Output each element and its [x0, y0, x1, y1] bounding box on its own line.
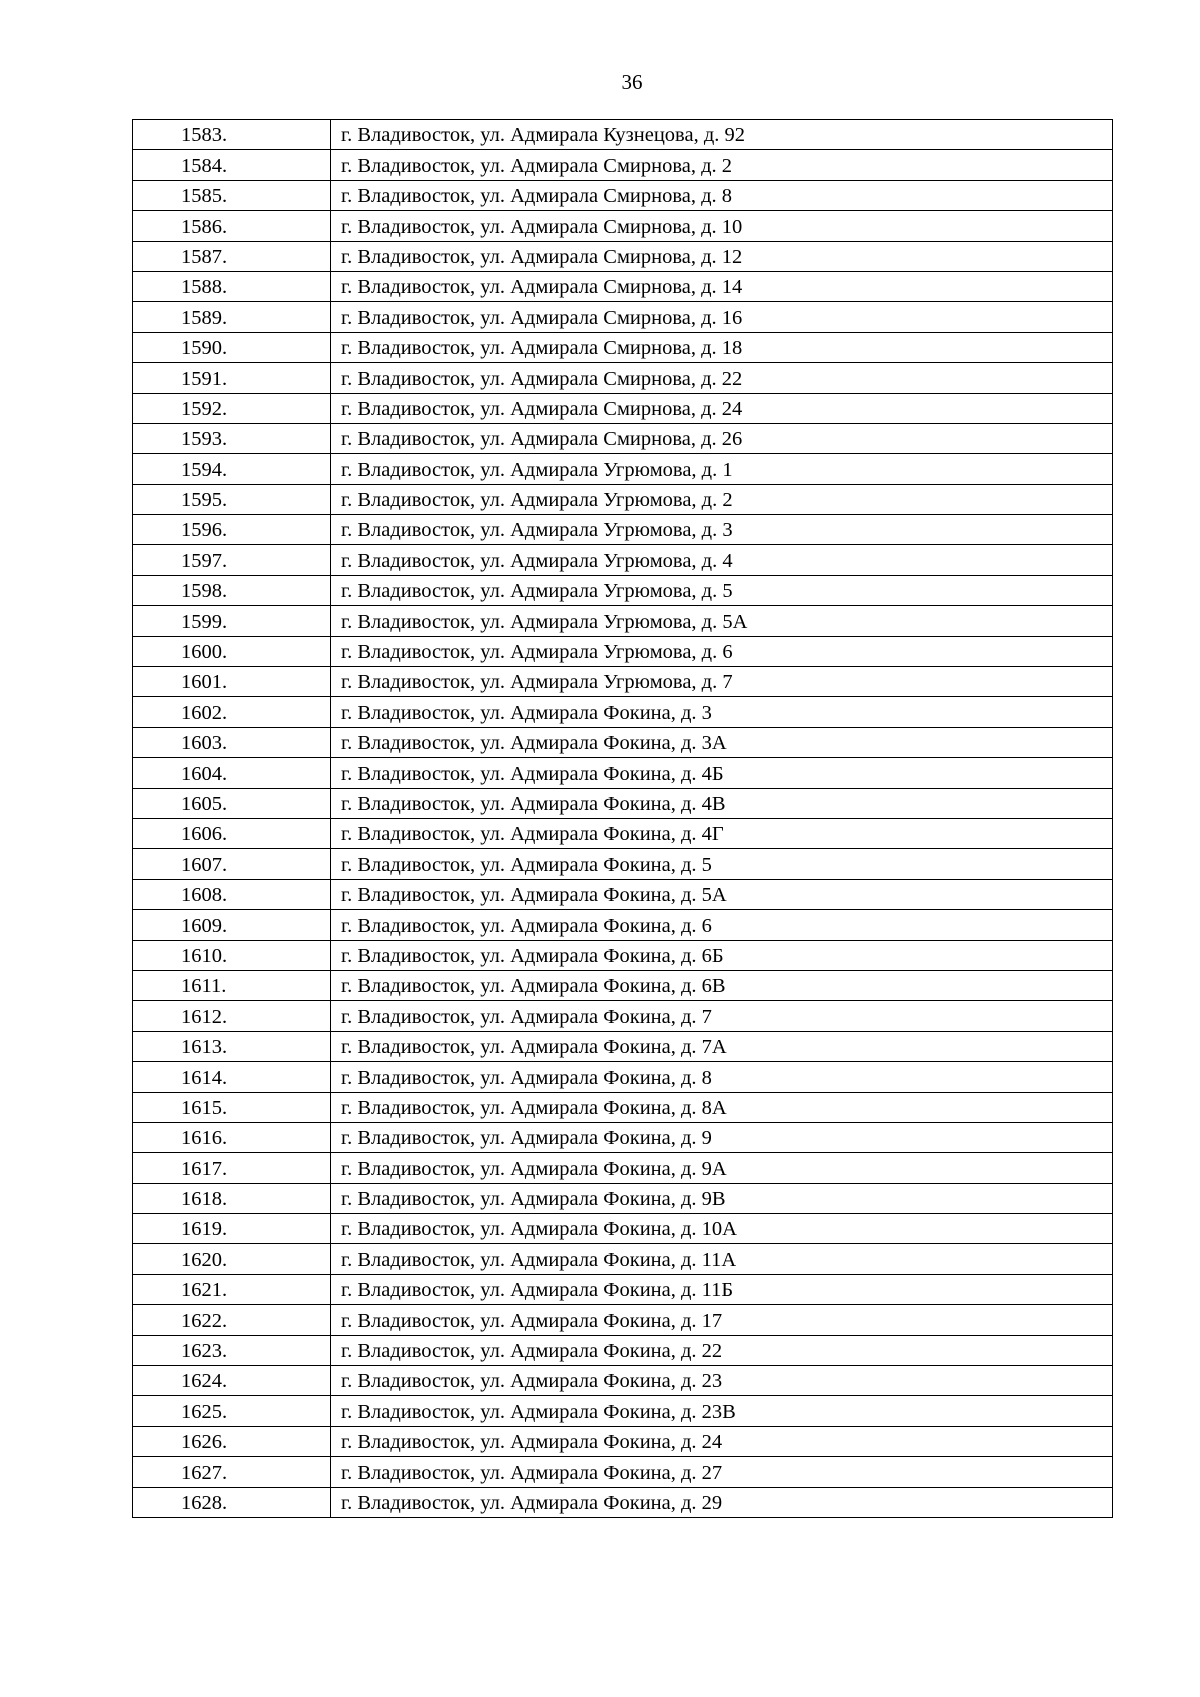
address-cell: г. Владивосток, ул. Адмирала Фокина, д. 9А	[331, 1153, 1113, 1183]
address-cell: г. Владивосток, ул. Адмирала Угрюмова, д. 6	[331, 636, 1113, 666]
row-number-cell: 1625.	[133, 1396, 331, 1426]
table-row	[133, 849, 1113, 879]
table-row	[133, 150, 1113, 180]
table-row	[133, 1153, 1113, 1183]
address-cell: г. Владивосток, ул. Адмирала Фокина, д. 4Г	[331, 818, 1113, 848]
row-number-cell: 1609.	[133, 910, 331, 940]
address-cell: г. Владивосток, ул. Адмирала Угрюмова, д. 5А	[331, 606, 1113, 636]
row-number-cell: 1621.	[133, 1274, 331, 1304]
address-cell: г. Владивосток, ул. Адмирала Смирнова, д. 8	[331, 180, 1113, 210]
row-number-cell: 1605.	[133, 788, 331, 818]
row-number-cell: 1603.	[133, 727, 331, 757]
row-number-cell: 1588.	[133, 271, 331, 301]
table-row	[133, 332, 1113, 362]
row-number-cell: 1594.	[133, 454, 331, 484]
address-cell: г. Владивосток, ул. Адмирала Кузнецова, д. 92	[331, 120, 1113, 150]
table-row	[133, 970, 1113, 1000]
table-row	[133, 879, 1113, 909]
address-cell: г. Владивосток, ул. Адмирала Угрюмова, д. 7	[331, 667, 1113, 697]
address-cell: г. Владивосток, ул. Адмирала Смирнова, д. 26	[331, 423, 1113, 453]
address-cell: г. Владивосток, ул. Адмирала Фокина, д. 8	[331, 1062, 1113, 1092]
address-cell: г. Владивосток, ул. Адмирала Смирнова, д. 16	[331, 302, 1113, 332]
row-number-cell: 1590.	[133, 332, 331, 362]
address-cell: г. Владивосток, ул. Адмирала Фокина, д. 5	[331, 849, 1113, 879]
row-number-cell: 1586.	[133, 211, 331, 241]
address-cell: г. Владивосток, ул. Адмирала Угрюмова, д. 5	[331, 575, 1113, 605]
table-row	[133, 180, 1113, 210]
row-number-cell: 1622.	[133, 1305, 331, 1335]
row-number-cell: 1592.	[133, 393, 331, 423]
table-row	[133, 120, 1113, 150]
address-cell: г. Владивосток, ул. Адмирала Фокина, д. 3А	[331, 727, 1113, 757]
row-number-cell: 1623.	[133, 1335, 331, 1365]
address-cell: г. Владивосток, ул. Адмирала Угрюмова, д. 2	[331, 484, 1113, 514]
address-cell: г. Владивосток, ул. Адмирала Фокина, д. 6В	[331, 970, 1113, 1000]
table-row	[133, 1214, 1113, 1244]
row-number-cell: 1604.	[133, 758, 331, 788]
table-row	[133, 758, 1113, 788]
row-number-cell: 1595.	[133, 484, 331, 514]
table-row	[133, 484, 1113, 514]
address-cell: г. Владивосток, ул. Адмирала Фокина, д. 4В	[331, 788, 1113, 818]
address-cell: г. Владивосток, ул. Адмирала Фокина, д. 27	[331, 1457, 1113, 1487]
table-row	[133, 1031, 1113, 1061]
address-cell: г. Владивосток, ул. Адмирала Смирнова, д. 18	[331, 332, 1113, 362]
table-row	[133, 697, 1113, 727]
row-number-cell: 1587.	[133, 241, 331, 271]
row-number-cell: 1617.	[133, 1153, 331, 1183]
row-number-cell: 1602.	[133, 697, 331, 727]
address-cell: г. Владивосток, ул. Адмирала Фокина, д. 7А	[331, 1031, 1113, 1061]
address-cell: г. Владивосток, ул. Адмирала Фокина, д. 3	[331, 697, 1113, 727]
address-cell: г. Владивосток, ул. Адмирала Фокина, д. 11Б	[331, 1274, 1113, 1304]
address-cell: г. Владивосток, ул. Адмирала Фокина, д. 24	[331, 1426, 1113, 1456]
address-cell: г. Владивосток, ул. Адмирала Угрюмова, д. 4	[331, 545, 1113, 575]
address-cell: г. Владивосток, ул. Адмирала Фокина, д. 23В	[331, 1396, 1113, 1426]
table-row	[133, 1122, 1113, 1152]
table-row	[133, 1305, 1113, 1335]
address-cell: г. Владивосток, ул. Адмирала Фокина, д. 10А	[331, 1214, 1113, 1244]
table-row	[133, 515, 1113, 545]
address-cell: г. Владивосток, ул. Адмирала Угрюмова, д. 3	[331, 515, 1113, 545]
address-cell: г. Владивосток, ул. Адмирала Фокина, д. 11А	[331, 1244, 1113, 1274]
row-number-cell: 1624.	[133, 1366, 331, 1396]
table-row	[133, 454, 1113, 484]
address-cell: г. Владивосток, ул. Адмирала Фокина, д. 9В	[331, 1183, 1113, 1213]
row-number-cell: 1620.	[133, 1244, 331, 1274]
table-row	[133, 1426, 1113, 1456]
address-cell: г. Владивосток, ул. Адмирала Смирнова, д. 14	[331, 271, 1113, 301]
table-row	[133, 1274, 1113, 1304]
row-number-cell: 1614.	[133, 1062, 331, 1092]
table-row	[133, 575, 1113, 605]
address-cell: г. Владивосток, ул. Адмирала Фокина, д. 4Б	[331, 758, 1113, 788]
table-row	[133, 1183, 1113, 1213]
table-row	[133, 211, 1113, 241]
row-number-cell: 1610.	[133, 940, 331, 970]
table-row	[133, 363, 1113, 393]
row-number-cell: 1589.	[133, 302, 331, 332]
address-cell: г. Владивосток, ул. Адмирала Фокина, д. 5А	[331, 879, 1113, 909]
row-number-cell: 1612.	[133, 1001, 331, 1031]
address-cell: г. Владивосток, ул. Адмирала Фокина, д. 29	[331, 1487, 1113, 1517]
address-cell: г. Владивосток, ул. Адмирала Смирнова, д. 12	[331, 241, 1113, 271]
row-number-cell: 1599.	[133, 606, 331, 636]
address-cell: г. Владивосток, ул. Адмирала Фокина, д. 6Б	[331, 940, 1113, 970]
row-number-cell: 1596.	[133, 515, 331, 545]
table-row	[133, 1244, 1113, 1274]
row-number-cell: 1606.	[133, 818, 331, 848]
row-number-cell: 1601.	[133, 667, 331, 697]
address-cell: г. Владивосток, ул. Адмирала Смирнова, д. 24	[331, 393, 1113, 423]
table-row	[133, 1062, 1113, 1092]
row-number-cell: 1618.	[133, 1183, 331, 1213]
address-cell: г. Владивосток, ул. Адмирала Фокина, д. 17	[331, 1305, 1113, 1335]
address-cell: г. Владивосток, ул. Адмирала Фокина, д. 23	[331, 1366, 1113, 1396]
row-number-cell: 1613.	[133, 1031, 331, 1061]
page-number: 36	[621, 70, 643, 94]
address-cell: г. Владивосток, ул. Адмирала Фокина, д. 7	[331, 1001, 1113, 1031]
table-row	[133, 545, 1113, 575]
row-number-cell: 1611.	[133, 970, 331, 1000]
row-number-cell: 1598.	[133, 575, 331, 605]
table-row	[133, 1001, 1113, 1031]
address-cell: г. Владивосток, ул. Адмирала Смирнова, д. 22	[331, 363, 1113, 393]
table-row	[133, 1092, 1113, 1122]
table-row	[133, 1396, 1113, 1426]
table-row	[133, 788, 1113, 818]
address-table	[132, 119, 1113, 1518]
table-row	[133, 1457, 1113, 1487]
row-number-cell: 1627.	[133, 1457, 331, 1487]
row-number-cell: 1591.	[133, 363, 331, 393]
row-number-cell: 1597.	[133, 545, 331, 575]
table-row	[133, 393, 1113, 423]
table-row	[133, 940, 1113, 970]
address-cell: г. Владивосток, ул. Адмирала Фокина, д. 9	[331, 1122, 1113, 1152]
row-number-cell: 1615.	[133, 1092, 331, 1122]
row-number-cell: 1584.	[133, 150, 331, 180]
table-row	[133, 1487, 1113, 1517]
row-number-cell: 1628.	[133, 1487, 331, 1517]
table-row	[133, 271, 1113, 301]
table-row	[133, 302, 1113, 332]
address-cell: г. Владивосток, ул. Адмирала Смирнова, д. 10	[331, 211, 1113, 241]
row-number-cell: 1583.	[133, 120, 331, 150]
address-cell: г. Владивосток, ул. Адмирала Фокина, д. 6	[331, 910, 1113, 940]
row-number-cell: 1626.	[133, 1426, 331, 1456]
table-row	[133, 910, 1113, 940]
table-row	[133, 1335, 1113, 1365]
table-row	[133, 818, 1113, 848]
table-row	[133, 1366, 1113, 1396]
address-table-body	[133, 120, 1113, 1518]
row-number-cell: 1593.	[133, 423, 331, 453]
table-row	[133, 606, 1113, 636]
table-row	[133, 423, 1113, 453]
address-cell: г. Владивосток, ул. Адмирала Смирнова, д. 2	[331, 150, 1113, 180]
row-number-cell: 1607.	[133, 849, 331, 879]
table-row	[133, 636, 1113, 666]
row-number-cell: 1616.	[133, 1122, 331, 1152]
address-cell: г. Владивосток, ул. Адмирала Фокина, д. 8А	[331, 1092, 1113, 1122]
row-number-cell: 1585.	[133, 180, 331, 210]
table-row	[133, 727, 1113, 757]
row-number-cell: 1608.	[133, 879, 331, 909]
row-number-cell: 1600.	[133, 636, 331, 666]
row-number-cell: 1619.	[133, 1214, 331, 1244]
address-cell: г. Владивосток, ул. Адмирала Угрюмова, д. 1	[331, 454, 1113, 484]
table-row	[133, 667, 1113, 697]
table-row	[133, 241, 1113, 271]
address-cell: г. Владивосток, ул. Адмирала Фокина, д. 22	[331, 1335, 1113, 1365]
